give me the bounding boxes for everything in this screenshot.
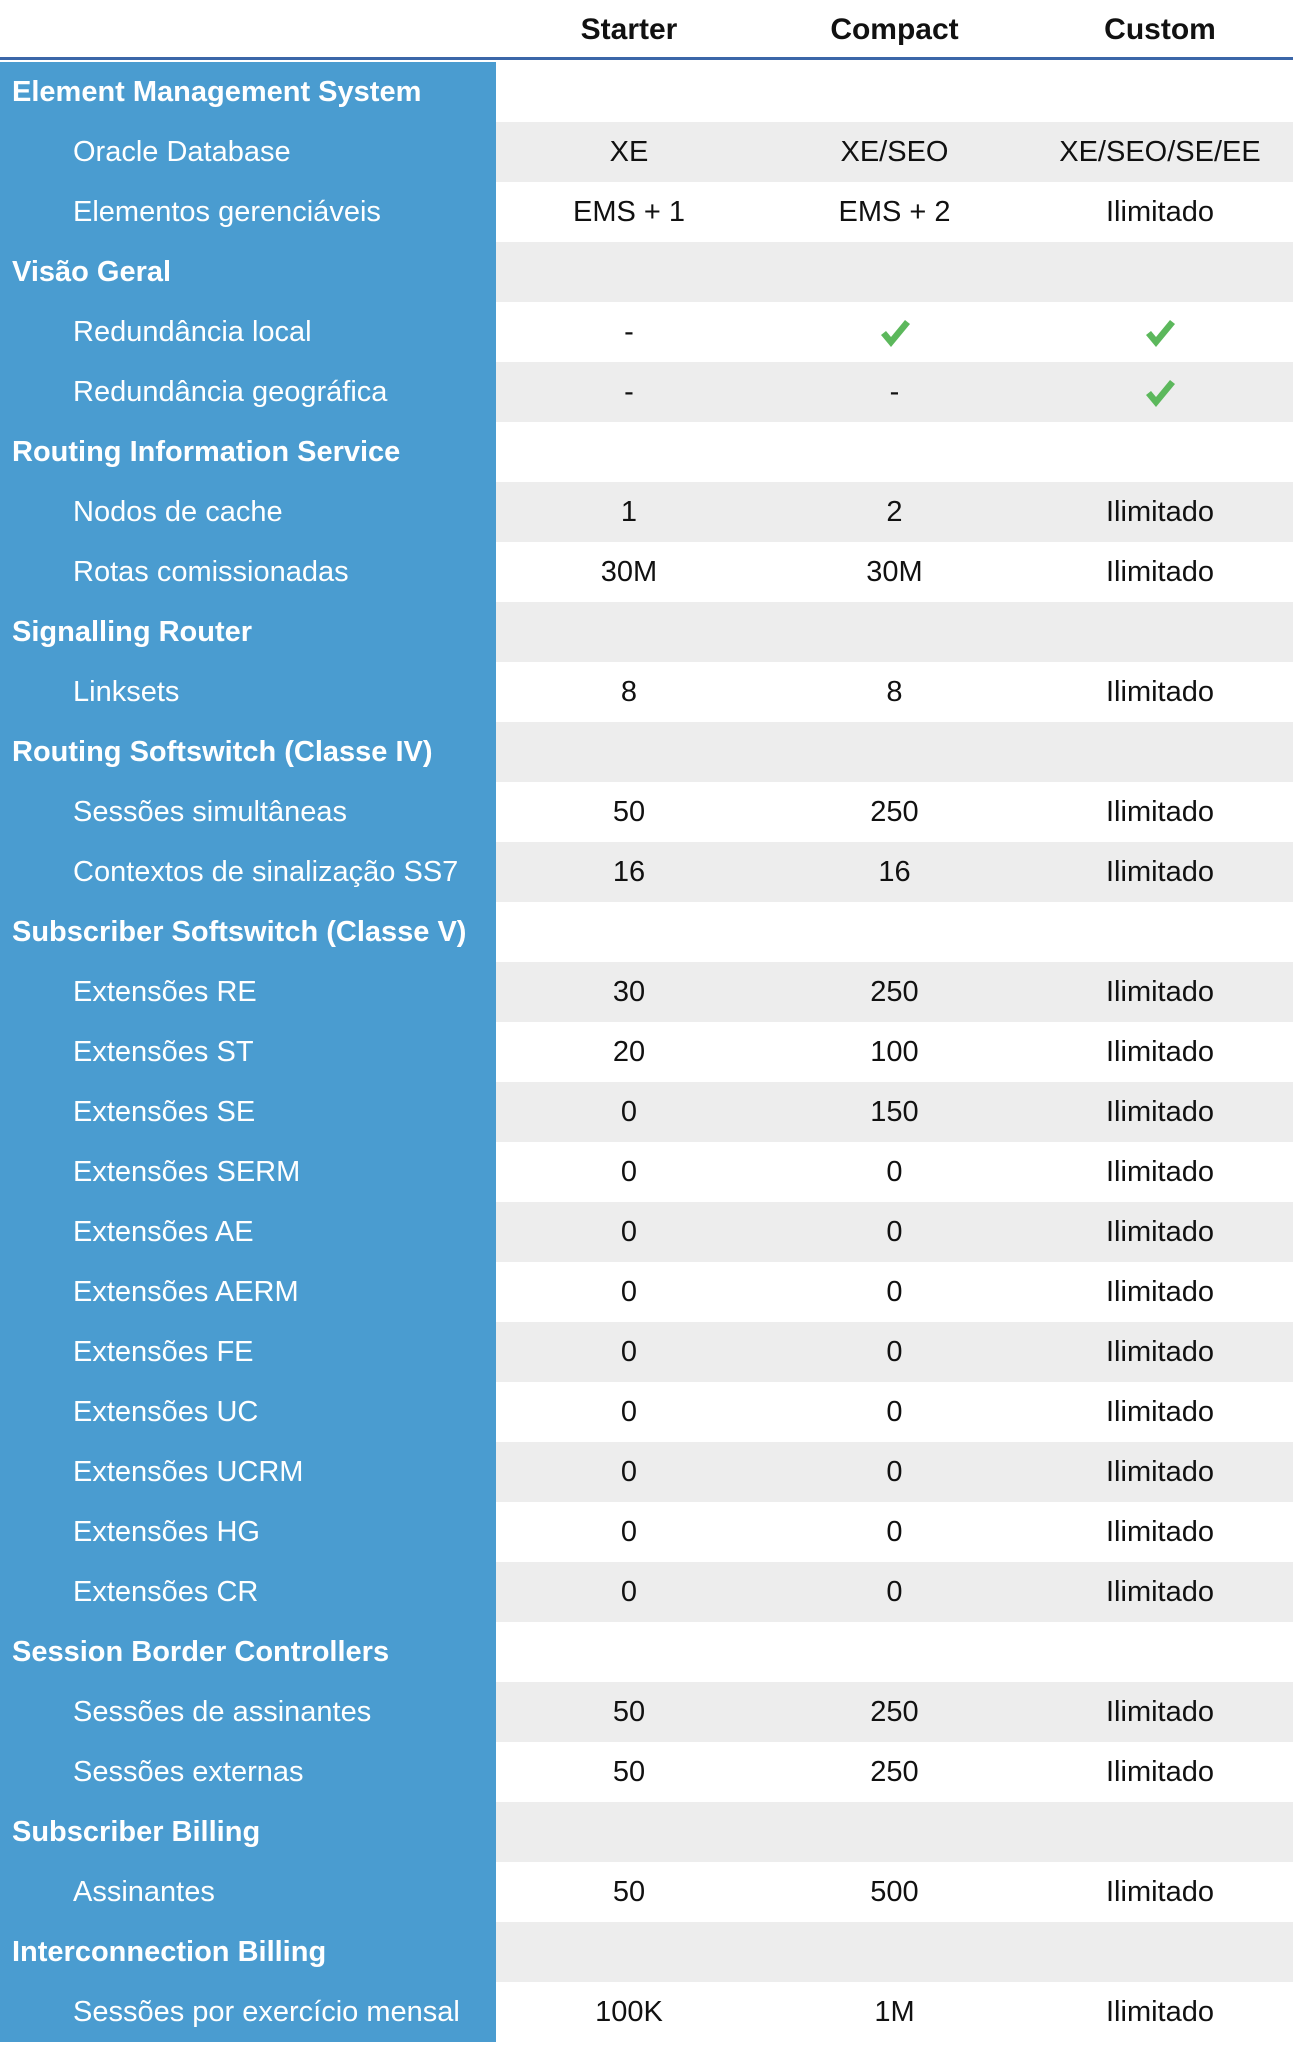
feature-label: Extensões SE: [0, 1082, 496, 1142]
section-row: [0, 722, 1293, 782]
cell-custom: Ilimitado: [1106, 1216, 1214, 1248]
row-values: [496, 482, 1293, 542]
cell-starter: 0: [620, 1276, 638, 1308]
row-values: [496, 1322, 1293, 1382]
table-row: [0, 1202, 1293, 1262]
feature-label: Extensões HG: [0, 1502, 496, 1562]
section-title: Session Border Controllers: [0, 1622, 496, 1682]
row-values: [496, 1262, 1293, 1322]
cell-compact: 1M: [874, 1996, 915, 2028]
row-values: [496, 422, 1293, 482]
row-values: [496, 782, 1293, 842]
cell-compact: 0: [886, 1576, 903, 1608]
table-row: [0, 122, 1293, 182]
cell-compact: 250: [870, 1696, 919, 1728]
checkmark-icon: [1143, 316, 1177, 350]
row-values: [496, 722, 1293, 782]
row-values: [496, 542, 1293, 602]
cell-starter: 1: [620, 496, 638, 528]
cell-compact: -: [889, 376, 900, 408]
section-row: [0, 1922, 1293, 1982]
table-row: [0, 962, 1293, 1022]
table-row: [0, 182, 1293, 242]
feature-label: Contextos de sinalização SS7: [0, 842, 496, 902]
row-values: [496, 302, 1293, 362]
section-row: [0, 1622, 1293, 1682]
row-values: [496, 1022, 1293, 1082]
table-row: [0, 302, 1293, 362]
row-values: [496, 1142, 1293, 1202]
cell-compact: 250: [870, 976, 919, 1008]
cell-custom: Ilimitado: [1106, 1756, 1214, 1788]
feature-label: Elementos gerenciáveis: [0, 182, 496, 242]
cell-custom: Ilimitado: [1106, 676, 1214, 708]
feature-label: Extensões UCRM: [0, 1442, 496, 1502]
cell-custom: Ilimitado: [1106, 1396, 1214, 1428]
table-row: [0, 782, 1293, 842]
table-row: [0, 1142, 1293, 1202]
cell-compact: [762, 302, 1027, 362]
row-values: [496, 1562, 1293, 1622]
column-header-custom: Custom: [1104, 13, 1216, 46]
cell-starter: -: [624, 316, 634, 348]
section-row: [0, 602, 1293, 662]
feature-label: Extensões AERM: [0, 1262, 496, 1322]
column-header-starter: Starter: [580, 13, 678, 46]
table-row: [0, 1262, 1293, 1322]
feature-label: Sessões externas: [0, 1742, 496, 1802]
cell-starter: 50: [612, 796, 646, 828]
section-title: Visão Geral: [0, 242, 496, 302]
cell-compact: 0: [886, 1156, 903, 1188]
section-title: Element Management System: [0, 62, 496, 122]
table-row: [0, 1982, 1293, 2042]
section-title: Subscriber Billing: [0, 1802, 496, 1862]
table-body: [0, 62, 1293, 2042]
row-values: [496, 1382, 1293, 1442]
cell-custom: Ilimitado: [1106, 196, 1214, 228]
cell-custom: Ilimitado: [1106, 1096, 1214, 1128]
table-row: [0, 1082, 1293, 1142]
cell-custom: Ilimitado: [1106, 1276, 1214, 1308]
cell-starter: 0: [620, 1156, 638, 1188]
row-values: [496, 842, 1293, 902]
feature-label: Rotas comissionadas: [0, 542, 496, 602]
feature-label: Sessões por exercício mensal: [0, 1982, 496, 2042]
section-title: Routing Softswitch (Classe IV): [0, 722, 496, 782]
row-values: [496, 362, 1293, 422]
cell-compact: EMS + 2: [838, 196, 951, 228]
row-values: [496, 122, 1293, 182]
checkmark-icon: [878, 316, 912, 350]
cell-starter: 0: [620, 1516, 638, 1548]
table-row: [0, 1442, 1293, 1502]
row-values: [496, 1442, 1293, 1502]
feature-label: Linksets: [0, 662, 496, 722]
section-row: [0, 422, 1293, 482]
cell-custom: Ilimitado: [1106, 1036, 1214, 1068]
feature-label: Extensões ST: [0, 1022, 496, 1082]
section-row: [0, 242, 1293, 302]
row-values: [496, 62, 1293, 122]
cell-starter: -: [624, 376, 634, 408]
table-row: [0, 1562, 1293, 1622]
table-row: [0, 1742, 1293, 1802]
row-values: [496, 1202, 1293, 1262]
row-values: [496, 1922, 1293, 1982]
table-row: [0, 362, 1293, 422]
cell-starter: 30M: [600, 556, 658, 588]
cell-compact: 100: [870, 1036, 919, 1068]
cell-compact: XE/SEO: [840, 136, 949, 168]
row-values: [496, 1862, 1293, 1922]
cell-compact: 250: [870, 1756, 919, 1788]
cell-custom: [1027, 302, 1293, 362]
section-row: [0, 902, 1293, 962]
feature-label: Nodos de cache: [0, 482, 496, 542]
table-row: [0, 1502, 1293, 1562]
feature-label: Extensões RE: [0, 962, 496, 1022]
section-row: [0, 62, 1293, 122]
row-values: [496, 1742, 1293, 1802]
cell-custom: Ilimitado: [1106, 556, 1214, 588]
cell-compact: 250: [870, 796, 919, 828]
cell-starter: 0: [620, 1336, 638, 1368]
section-title: Interconnection Billing: [0, 1922, 496, 1982]
section-row: [0, 1802, 1293, 1862]
checkmark-icon: [1143, 376, 1177, 410]
table-row: [0, 662, 1293, 722]
cell-starter: 30: [612, 976, 646, 1008]
cell-compact: 8: [886, 676, 903, 708]
column-header-compact: Compact: [830, 13, 959, 46]
feature-label: Extensões UC: [0, 1382, 496, 1442]
cell-compact: 0: [886, 1276, 903, 1308]
cell-custom: Ilimitado: [1106, 1696, 1214, 1728]
cell-compact: 0: [886, 1216, 903, 1248]
cell-compact: 150: [870, 1096, 919, 1128]
cell-custom: Ilimitado: [1106, 1456, 1214, 1488]
feature-label: Sessões de assinantes: [0, 1682, 496, 1742]
cell-compact: 0: [886, 1516, 903, 1548]
cell-starter: 50: [612, 1696, 646, 1728]
section-title: Subscriber Softswitch (Classe V): [0, 902, 496, 962]
row-values: [496, 1622, 1293, 1682]
cell-starter: 0: [620, 1456, 638, 1488]
cell-custom: Ilimitado: [1106, 1156, 1214, 1188]
row-values: [496, 1802, 1293, 1862]
feature-label: Extensões FE: [0, 1322, 496, 1382]
row-values: [496, 662, 1293, 722]
cell-custom: Ilimitado: [1106, 976, 1214, 1008]
cell-starter: 20: [612, 1036, 646, 1068]
feature-label: Extensões AE: [0, 1202, 496, 1262]
table-row: [0, 842, 1293, 902]
cell-compact: 2: [886, 496, 903, 528]
table-header: [0, 0, 1293, 60]
cell-starter: EMS + 1: [572, 196, 686, 228]
row-values: [496, 962, 1293, 1022]
table-row: [0, 1682, 1293, 1742]
table-row: [0, 1382, 1293, 1442]
cell-compact: 16: [878, 856, 911, 888]
cell-compact: 30M: [866, 556, 923, 588]
cell-custom: Ilimitado: [1106, 1516, 1214, 1548]
cell-starter: 50: [612, 1876, 646, 1908]
cell-custom: Ilimitado: [1106, 1996, 1214, 2028]
row-values: [496, 1082, 1293, 1142]
cell-custom: Ilimitado: [1106, 856, 1214, 888]
row-values: [496, 242, 1293, 302]
cell-compact: 0: [886, 1336, 903, 1368]
cell-starter: 0: [620, 1576, 638, 1608]
cell-custom: Ilimitado: [1106, 496, 1214, 528]
cell-custom: Ilimitado: [1106, 1876, 1214, 1908]
row-values: [496, 602, 1293, 662]
feature-label: Extensões CR: [0, 1562, 496, 1622]
feature-label: Extensões SERM: [0, 1142, 496, 1202]
table-row: [0, 482, 1293, 542]
row-values: [496, 1682, 1293, 1742]
feature-label: Redundância local: [0, 302, 496, 362]
cell-custom: [1027, 362, 1293, 422]
cell-starter: 0: [620, 1396, 638, 1428]
table-row: [0, 1022, 1293, 1082]
row-values: [496, 1982, 1293, 2042]
table-row: [0, 1322, 1293, 1382]
cell-starter: 0: [620, 1096, 638, 1128]
cell-compact: 0: [886, 1396, 903, 1428]
cell-custom: Ilimitado: [1106, 1336, 1214, 1368]
cell-custom: XE/SEO/SE/EE: [1059, 136, 1261, 168]
table-row: [0, 542, 1293, 602]
cell-starter: 0: [620, 1216, 638, 1248]
section-title: Routing Information Service: [0, 422, 496, 482]
cell-compact: 0: [886, 1456, 903, 1488]
cell-compact: 500: [870, 1876, 919, 1908]
row-values: [496, 182, 1293, 242]
section-title: Signalling Router: [0, 602, 496, 662]
cell-starter: 50: [612, 1756, 646, 1788]
table-row: [0, 1862, 1293, 1922]
cell-starter: XE: [609, 136, 649, 168]
feature-label: Sessões simultâneas: [0, 782, 496, 842]
cell-starter: 16: [612, 856, 646, 888]
cell-custom: Ilimitado: [1106, 1576, 1214, 1608]
row-values: [496, 1502, 1293, 1562]
cell-starter: 8: [620, 676, 638, 708]
feature-label: Redundância geográfica: [0, 362, 496, 422]
feature-label: Assinantes: [0, 1862, 496, 1922]
feature-label: Oracle Database: [0, 122, 496, 182]
row-values: [496, 902, 1293, 962]
cell-starter: 100K: [595, 1996, 663, 2028]
cell-custom: Ilimitado: [1106, 796, 1214, 828]
